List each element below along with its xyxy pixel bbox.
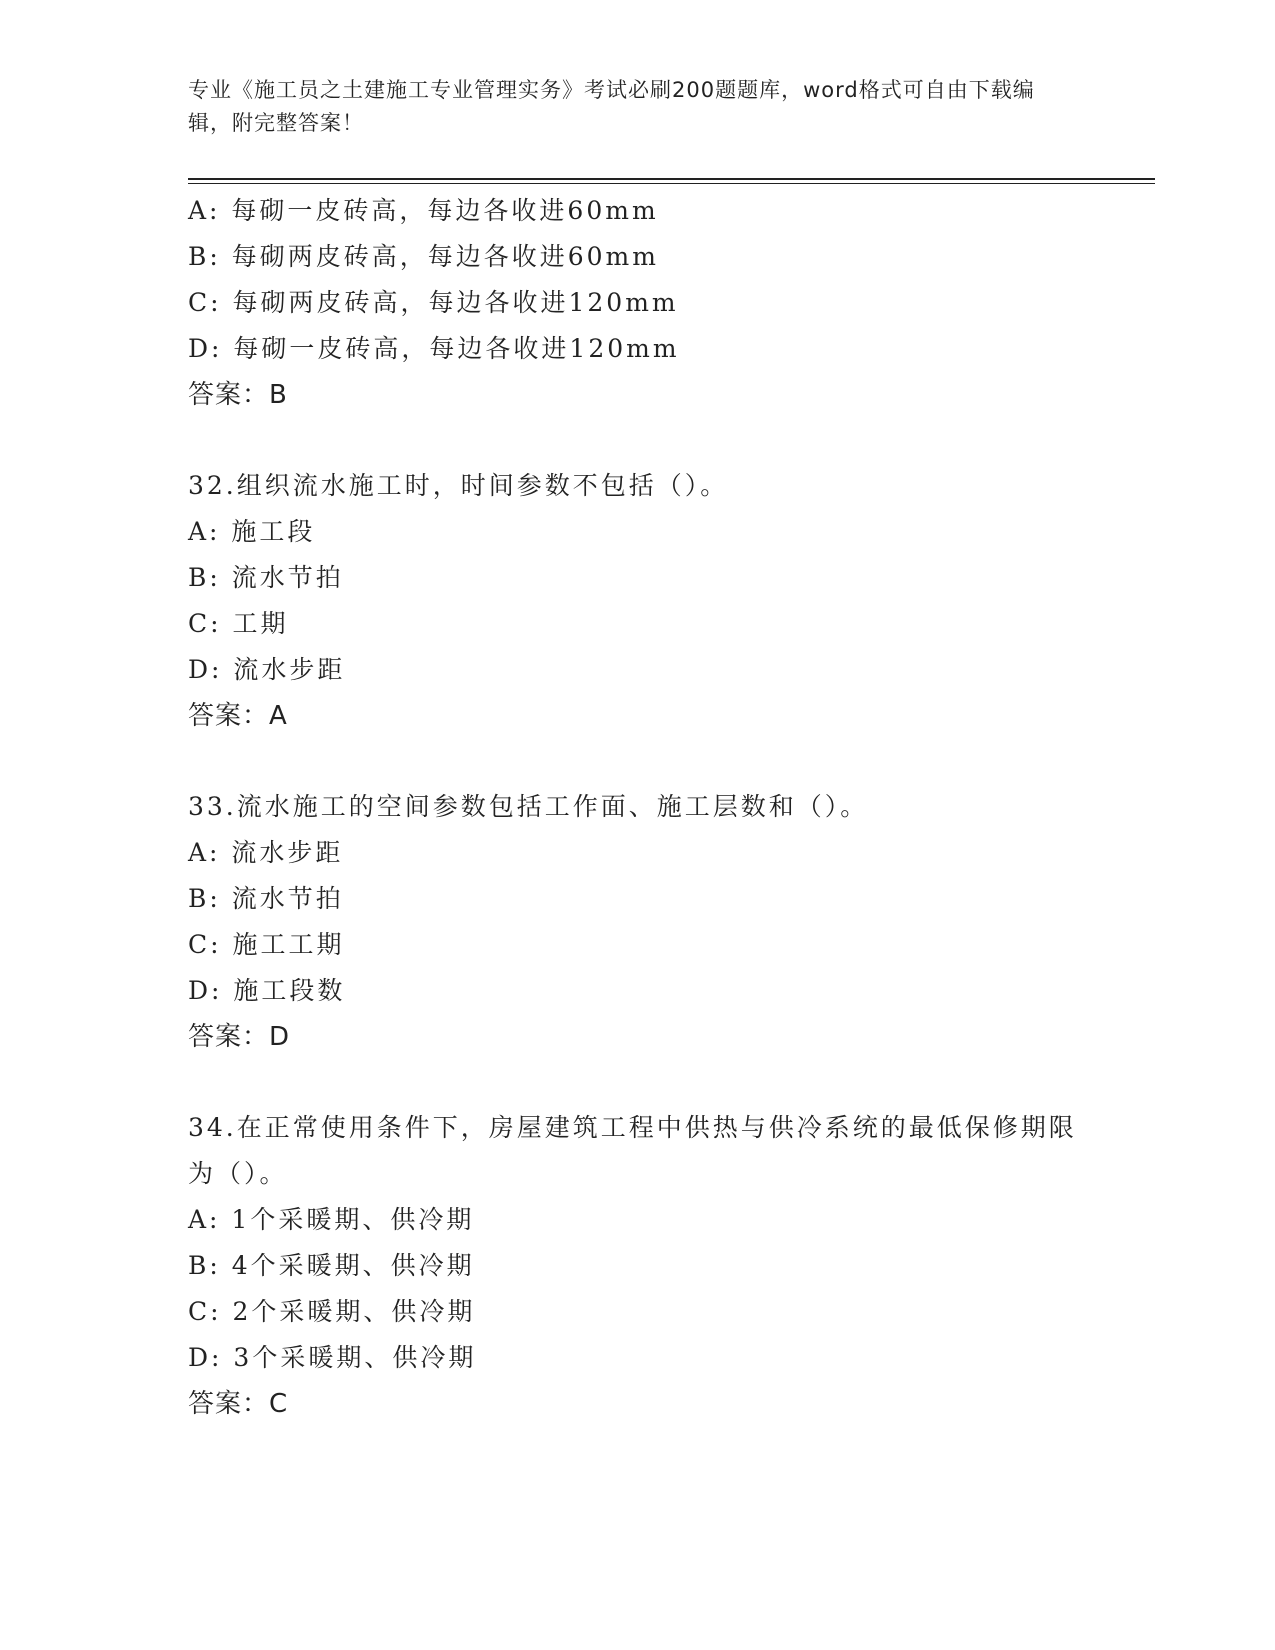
option-c: C: 每砌两皮砖高，每边各收进120mm (188, 288, 679, 317)
spacer (188, 418, 1088, 463)
answer: 答案：A (188, 701, 288, 731)
header-divider-thin (188, 183, 1155, 184)
question-31 (188, 188, 1088, 418)
answer: 答案：D (188, 1022, 291, 1052)
option-d: D: 施工段数 (188, 976, 346, 1005)
option-d: D: 3个采暖期、供冷期 (188, 1343, 477, 1372)
question-stem: 32.组织流水施工时，时间参数不包括（）。 (188, 471, 729, 500)
option-b: B: 每砌两皮砖高，每边各收进60mm (188, 242, 659, 271)
spacer (188, 1060, 1088, 1105)
question-34 (188, 1105, 1088, 1427)
header-divider-thick (188, 178, 1155, 180)
question-33 (188, 784, 1088, 1060)
option-b: B: 4个采暖期、供冷期 (188, 1251, 475, 1280)
question-32 (188, 463, 1088, 739)
option-a: A: 1个采暖期、供冷期 (188, 1205, 475, 1234)
question-stem: 33.流水施工的空间参数包括工作面、施工层数和（）。 (188, 792, 869, 821)
option-b: B: 流水节拍 (188, 563, 344, 592)
option-c: C: 施工工期 (188, 930, 345, 959)
option-d: D: 流水步距 (188, 655, 346, 684)
question-stem: 34.在正常使用条件下，房屋建筑工程中供热与供冷系统的最低保修期限为（）。 (188, 1113, 1077, 1188)
option-c: C: 2个采暖期、供冷期 (188, 1297, 476, 1326)
option-c: C: 工期 (188, 609, 289, 638)
option-b: B: 流水节拍 (188, 884, 344, 913)
option-a: A: 每砌一皮砖高，每边各收进60mm (188, 196, 659, 225)
option-a: A: 流水步距 (188, 838, 344, 867)
spacer (188, 739, 1088, 784)
option-d: D: 每砌一皮砖高，每边各收进120mm (188, 334, 680, 363)
option-a: A: 施工段 (188, 517, 316, 546)
question-list (188, 188, 1088, 1427)
document-header: 专业《施工员之土建施工专业管理实务》考试必刷200题题库，word格式可自由下载编辑，附完整答案！ (188, 78, 1035, 135)
answer: 答案：C (188, 1389, 289, 1419)
answer: 答案：B (188, 380, 288, 410)
